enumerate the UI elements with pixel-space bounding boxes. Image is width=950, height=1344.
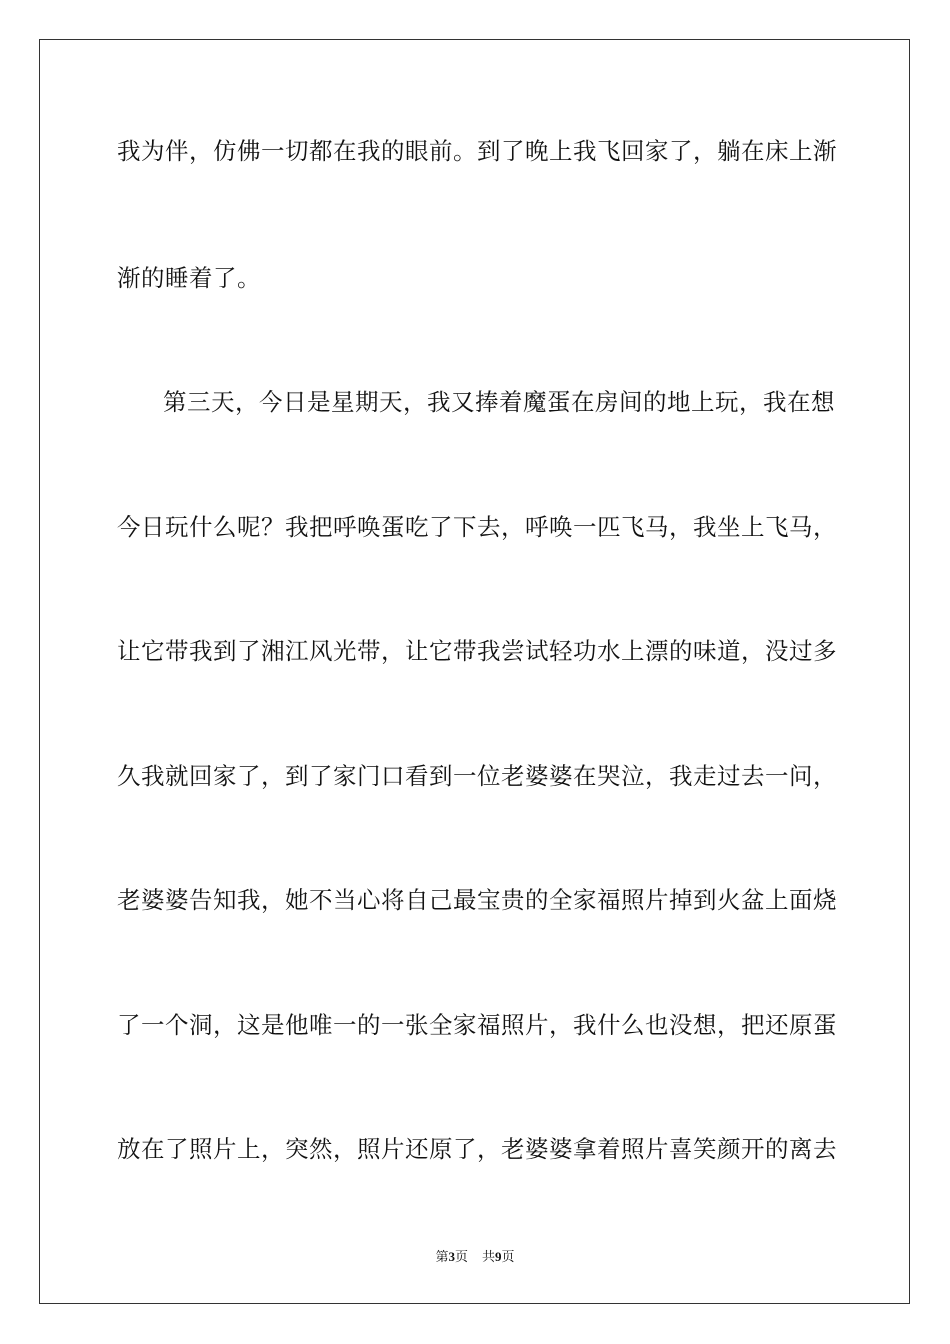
page-footer <box>0 1249 950 1266</box>
text-line-7: 老婆婆告知我，她不当心将自己最宝贵的全家福照片掉到火盆上面烧 <box>117 886 837 914</box>
text-line-2: 渐的睡着了。 <box>117 264 261 292</box>
page-suffix: 页 <box>454 1250 468 1265</box>
page-prefix: 第 <box>435 1250 449 1265</box>
text-line-1: 我为伴，仿佛一切都在我的眼前。到了晚上我飞回家了，躺在床上渐 <box>117 137 837 165</box>
page-number: 3 <box>448 1249 455 1264</box>
page-border <box>39 39 910 1304</box>
text-line-3: 第三天，今日是星期天，我又捧着魔蛋在房间的地上玩，我在想 <box>163 388 835 416</box>
text-line-5: 让它带我到了湘江风光带，让它带我尝试轻功水上漂的味道，没过多 <box>117 637 837 665</box>
text-line-4: 今日玩什么呢？我把呼唤蛋吃了下去，呼唤一匹飞马，我坐上飞马， <box>117 513 837 541</box>
text-line-9: 放在了照片上，突然，照片还原了，老婆婆拿着照片喜笑颜开的离去 <box>117 1135 837 1163</box>
total-prefix: 共 <box>482 1250 496 1265</box>
text-line-6: 久我就回家了，到了家门口看到一位老婆婆在哭泣，我走过去一问， <box>117 762 837 790</box>
total-suffix: 页 <box>501 1250 515 1265</box>
text-line-8: 了一个洞，这是他唯一的一张全家福照片，我什么也没想，把还原蛋 <box>117 1011 837 1039</box>
total-pages: 9 <box>495 1249 502 1264</box>
